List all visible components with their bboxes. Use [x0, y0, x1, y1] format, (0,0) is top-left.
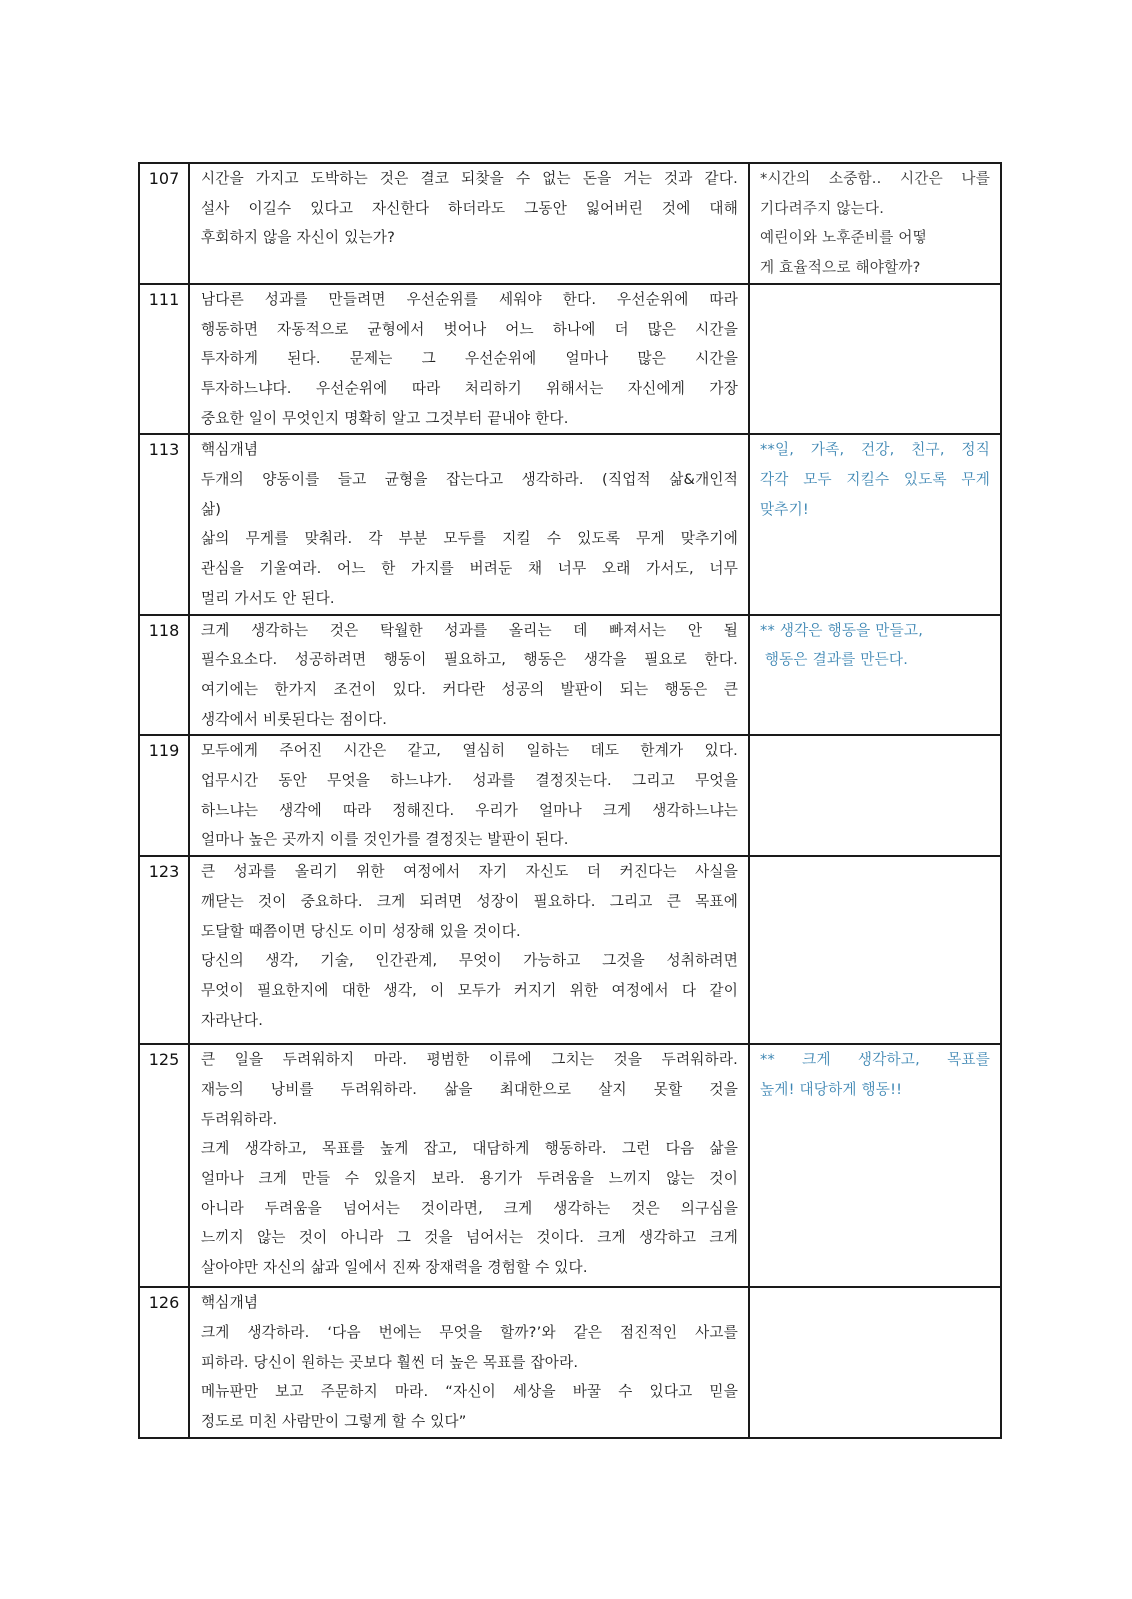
memo-cell	[749, 1044, 1001, 1287]
quote-line: 후회하지 않을 자신이 있는가?	[201, 229, 396, 247]
memo-cell	[749, 856, 1001, 1044]
table-row	[139, 434, 1001, 614]
quote-line: 아니라 두려움을 넘어서는 것이라면, 크게 생각하는 것은 의구심을	[201, 1199, 738, 1217]
quote-cell	[189, 1287, 749, 1438]
page-number: 126	[148, 1293, 180, 1313]
page-number-cell	[139, 284, 189, 435]
page-number-cell	[139, 856, 189, 1044]
quote-line: 투자하게 된다. 문제는 그 우선순위에 얼마나 많은 시간을	[201, 350, 738, 368]
quote-cell	[189, 163, 749, 284]
quote-line: 메뉴판만 보고 주문하지 마라. “자신이 세상을 바꿀 수 있다고 믿을	[201, 1383, 738, 1401]
memo-line: 게 효율적으로 해야할까?	[760, 259, 921, 277]
quote-line: 모두에게 주어진 시간은 같고, 열심히 일하는 데도 한계가 있다.	[201, 742, 738, 760]
quote-line: 큰 성과를 올리기 위한 여정에서 자기 자신도 더 커진다는 사실을	[201, 863, 738, 881]
quote-line: 시간을 가지고 도박하는 것은 결코 되찾을 수 없는 돈을 거는 것과 같다.	[201, 170, 738, 187]
memo-cell	[749, 284, 1001, 435]
quote-line: 얼마나 크게 만들 수 있을지 보라. 용기가 두려움을 느끼지 않는 것이	[201, 1169, 738, 1187]
quote-line: 투자하느냐다. 우선순위에 따라 처리하기 위해서는 자신에게 가장	[201, 379, 738, 397]
quote-line: 두개의 양동이를 들고 균형을 잡는다고 생각하라. (직업적 삶&개인적	[201, 471, 738, 489]
quote-line: 깨닫는 것이 중요하다. 크게 되려면 성장이 필요하다. 그리고 큰 목표에	[201, 892, 738, 910]
quote-line: 크게 생각하라. ‘다음 번에는 무엇을 할까?’와 같은 점진적인 사고를	[201, 1323, 738, 1341]
page-number-cell	[139, 615, 189, 736]
page-number-cell	[139, 735, 189, 856]
quote-line: 얼마나 높은 곳까지 이를 것인가를 결정짓는 발판이 된다.	[201, 831, 569, 849]
quote-line: 생각에서 비롯된다는 점이다.	[201, 710, 388, 728]
quote-line: 핵심개념	[201, 441, 259, 459]
quote-line: 크게 생각하고, 목표를 높게 잡고, 대담하게 행동하라. 그런 다음 삶을	[201, 1140, 738, 1158]
table-body	[139, 163, 1001, 1438]
quote-cell	[189, 434, 749, 614]
memo-line: *시간의 소중함.. 시간은 나를	[760, 170, 990, 187]
page-number: 118	[148, 620, 180, 640]
quote-line: 멀리 가서도 안 된다.	[201, 589, 335, 607]
page-number-cell	[139, 434, 189, 614]
memo-line: ** 생각은 행동을 만들고,	[760, 621, 924, 639]
memo-cell	[749, 735, 1001, 856]
page-number-cell	[139, 163, 189, 284]
page-number-cell	[139, 1287, 189, 1438]
quote-cell	[189, 284, 749, 435]
page-number: 123	[148, 862, 180, 882]
table-row	[139, 163, 1001, 284]
memo-cell	[749, 163, 1001, 284]
reading-notes-table	[138, 162, 1002, 1439]
page-number: 111	[148, 289, 180, 309]
quote-line: 살아야만 자신의 삶과 일에서 진짜 장재력을 경험할 수 있다.	[201, 1259, 588, 1277]
table-row	[139, 735, 1001, 856]
quote-line: 필수요소다. 성공하려면 행동이 필요하고, 행동은 생각을 필요로 한다.	[201, 651, 738, 669]
quote-cell	[189, 735, 749, 856]
quote-line: 행동하면 자동적으로 균형에서 벗어나 어느 하나에 더 많은 시간을	[201, 320, 738, 338]
quote-line: 관심을 기울여라. 어느 한 가지를 버려둔 채 너무 오래 가서도, 너무	[201, 560, 738, 578]
quote-line: 재능의 낭비를 두려워하라. 삶을 최대한으로 살지 못할 것을	[201, 1080, 738, 1098]
quote-line: 여기에는 한가지 조건이 있다. 커다란 성공의 발판이 되는 행동은 큰	[201, 680, 738, 698]
memo-cell	[749, 434, 1001, 614]
quote-line: 크게 생각하는 것은 탁월한 성과를 올리는 데 빠져서는 안 될	[201, 621, 738, 639]
page-number-cell	[139, 1044, 189, 1287]
quote-cell	[189, 856, 749, 1044]
quote-line: 중요한 일이 무엇인지 명확히 알고 그것부터 끝내야 한다.	[201, 409, 569, 427]
quote-line: 업무시간 동안 무엇을 하느냐가. 성과를 결정짓는다. 그리고 무엇을	[201, 772, 738, 790]
table-row	[139, 615, 1001, 736]
memo-line: ** 크게 생각하고, 목표를	[760, 1051, 990, 1069]
page-number: 119	[148, 741, 180, 761]
memo-line: 예린이와 노후준비를 어떻	[760, 229, 927, 247]
memo-line: 맞추기!	[760, 500, 809, 518]
quote-line: 느끼지 않는 것이 아니라 그 것을 넘어서는 것이다. 크게 생각하고 크게	[201, 1229, 738, 1247]
quote-line: 두려워하라.	[201, 1110, 278, 1128]
quote-line: 큰 일을 두려워하지 마라. 평범한 이류에 그치는 것을 두려워하라.	[201, 1051, 738, 1069]
memo-cell	[749, 615, 1001, 736]
quote-line: 자라난다.	[201, 1011, 264, 1029]
memo-line: **일, 가족, 건강, 친구, 정직	[760, 441, 990, 459]
quote-line: 정도로 미친 사람만이 그렇게 할 수 있다”	[201, 1412, 467, 1430]
table-row	[139, 284, 1001, 435]
quote-line: 하느냐는 생각에 따라 정해진다. 우리가 얼마나 크게 생각하느냐는	[201, 801, 738, 819]
quote-line: 무엇이 필요한지에 대한 생각, 이 모두가 커지기 위한 여정에서 다 같이	[201, 981, 738, 999]
quote-line: 삶)	[201, 500, 222, 518]
quote-cell	[189, 1044, 749, 1287]
page-number: 125	[148, 1050, 180, 1070]
quote-line: 남다른 성과를 만들려면 우선순위를 세워야 한다. 우선순위에 따라	[201, 290, 738, 308]
memo-cell	[749, 1287, 1001, 1438]
quote-line: 피하라. 당신이 원하는 곳보다 훨씬 더 높은 목표를 잡아라.	[201, 1353, 579, 1371]
quote-line: 삶의 무게를 맞춰라. 각 부분 모두를 지킬 수 있도록 무게 맞추기에	[201, 530, 738, 548]
memo-line: 각각 모두 지킬수 있도록 무게	[760, 471, 990, 489]
table-row	[139, 1044, 1001, 1287]
memo-line: 행동은 결과를 만든다.	[760, 651, 909, 669]
table-row	[139, 1287, 1001, 1438]
page-number: 113	[148, 440, 180, 460]
table-row	[139, 856, 1001, 1044]
quote-cell	[189, 615, 749, 736]
memo-line: 기다려주지 않는다.	[760, 199, 885, 217]
quote-line: 설사 이길수 있다고 자신한다 하더라도 그동안 잃어버린 것에 대해	[201, 199, 738, 217]
memo-line: 높게! 대당하게 행동!!	[760, 1080, 903, 1098]
page-number: 107	[148, 169, 180, 188]
quote-line: 도달할 때쯤이면 당신도 이미 성장해 있을 것이다.	[201, 922, 521, 940]
quote-line: 당신의 생각, 기술, 인간관계, 무엇이 가능하고 그것을 성취하려면	[201, 952, 738, 970]
quote-line: 핵심개념	[201, 1294, 259, 1312]
